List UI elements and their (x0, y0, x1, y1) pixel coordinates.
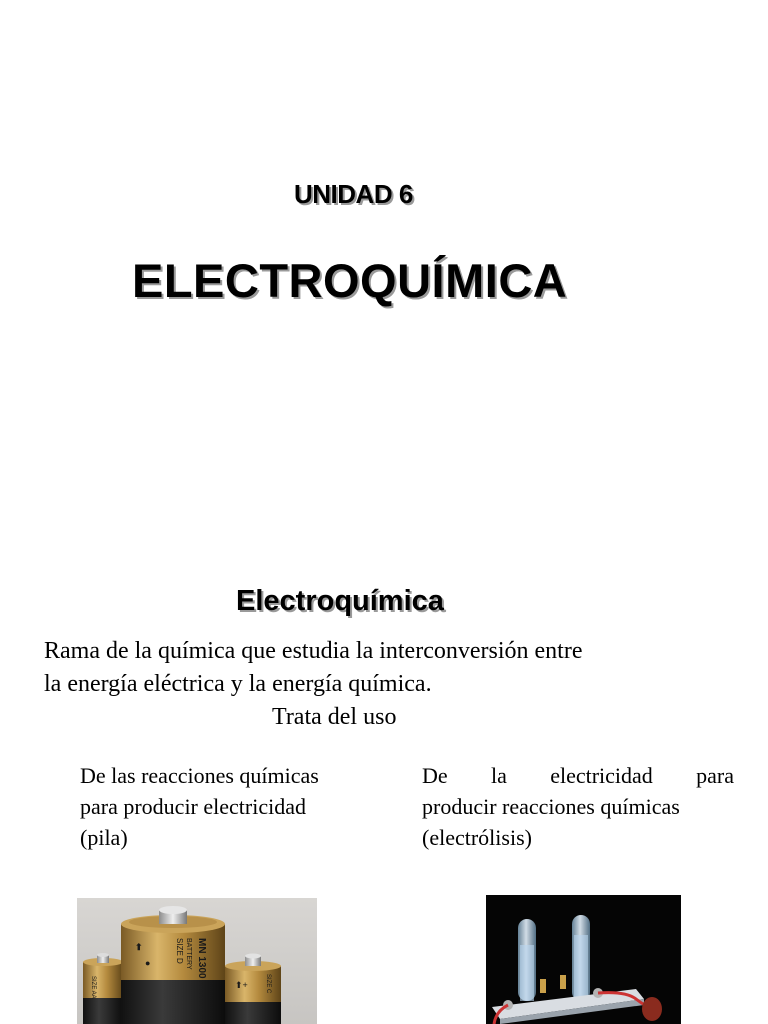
svg-text:SIZE C: SIZE C (265, 974, 271, 994)
section-title: Electroquímica (236, 585, 444, 617)
right-column-text (422, 760, 734, 853)
definition-line-2: la energía eléctrica y la energía química. (44, 671, 432, 697)
d-battery (121, 906, 225, 1024)
svg-text:MN 1300: MN 1300 (196, 938, 207, 979)
definition-line-1: Rama de la química que estudia la interconversión entre (44, 638, 583, 664)
uses-intro: Trata del uso (272, 704, 397, 730)
left-column-text (80, 760, 362, 853)
definition-paragraph (44, 635, 734, 701)
right-column-line-1: De la electricidad para (422, 763, 734, 788)
svg-text:⬆: ⬆ (135, 942, 143, 952)
main-title: ELECTROQUÍMICA (132, 254, 568, 307)
svg-text:●: ● (145, 958, 151, 968)
svg-text:SIZE D: SIZE D (175, 938, 184, 964)
left-column-line-3: (pila) (80, 825, 128, 850)
right-column-line-2: producir reacciones químicas (422, 794, 680, 819)
left-column-line-2: para producir electricidad (80, 794, 306, 819)
right-column-line-3: (electrólisis) (422, 825, 532, 850)
battery-photo (77, 898, 317, 1024)
electrolysis-photo (486, 895, 681, 1024)
aa-battery (83, 953, 123, 1024)
left-column-line-1: De las reacciones químicas (80, 763, 319, 788)
electrolysis-illustration (486, 895, 681, 1024)
unit-heading: UNIDAD 6 (294, 179, 413, 209)
svg-text:BATTERY: BATTERY (185, 938, 192, 970)
c-battery (225, 954, 281, 1024)
svg-text:⬆+: ⬆+ (235, 980, 248, 990)
batteries-illustration (77, 898, 317, 1024)
svg-text:SIZE AA: SIZE AA (90, 976, 96, 999)
